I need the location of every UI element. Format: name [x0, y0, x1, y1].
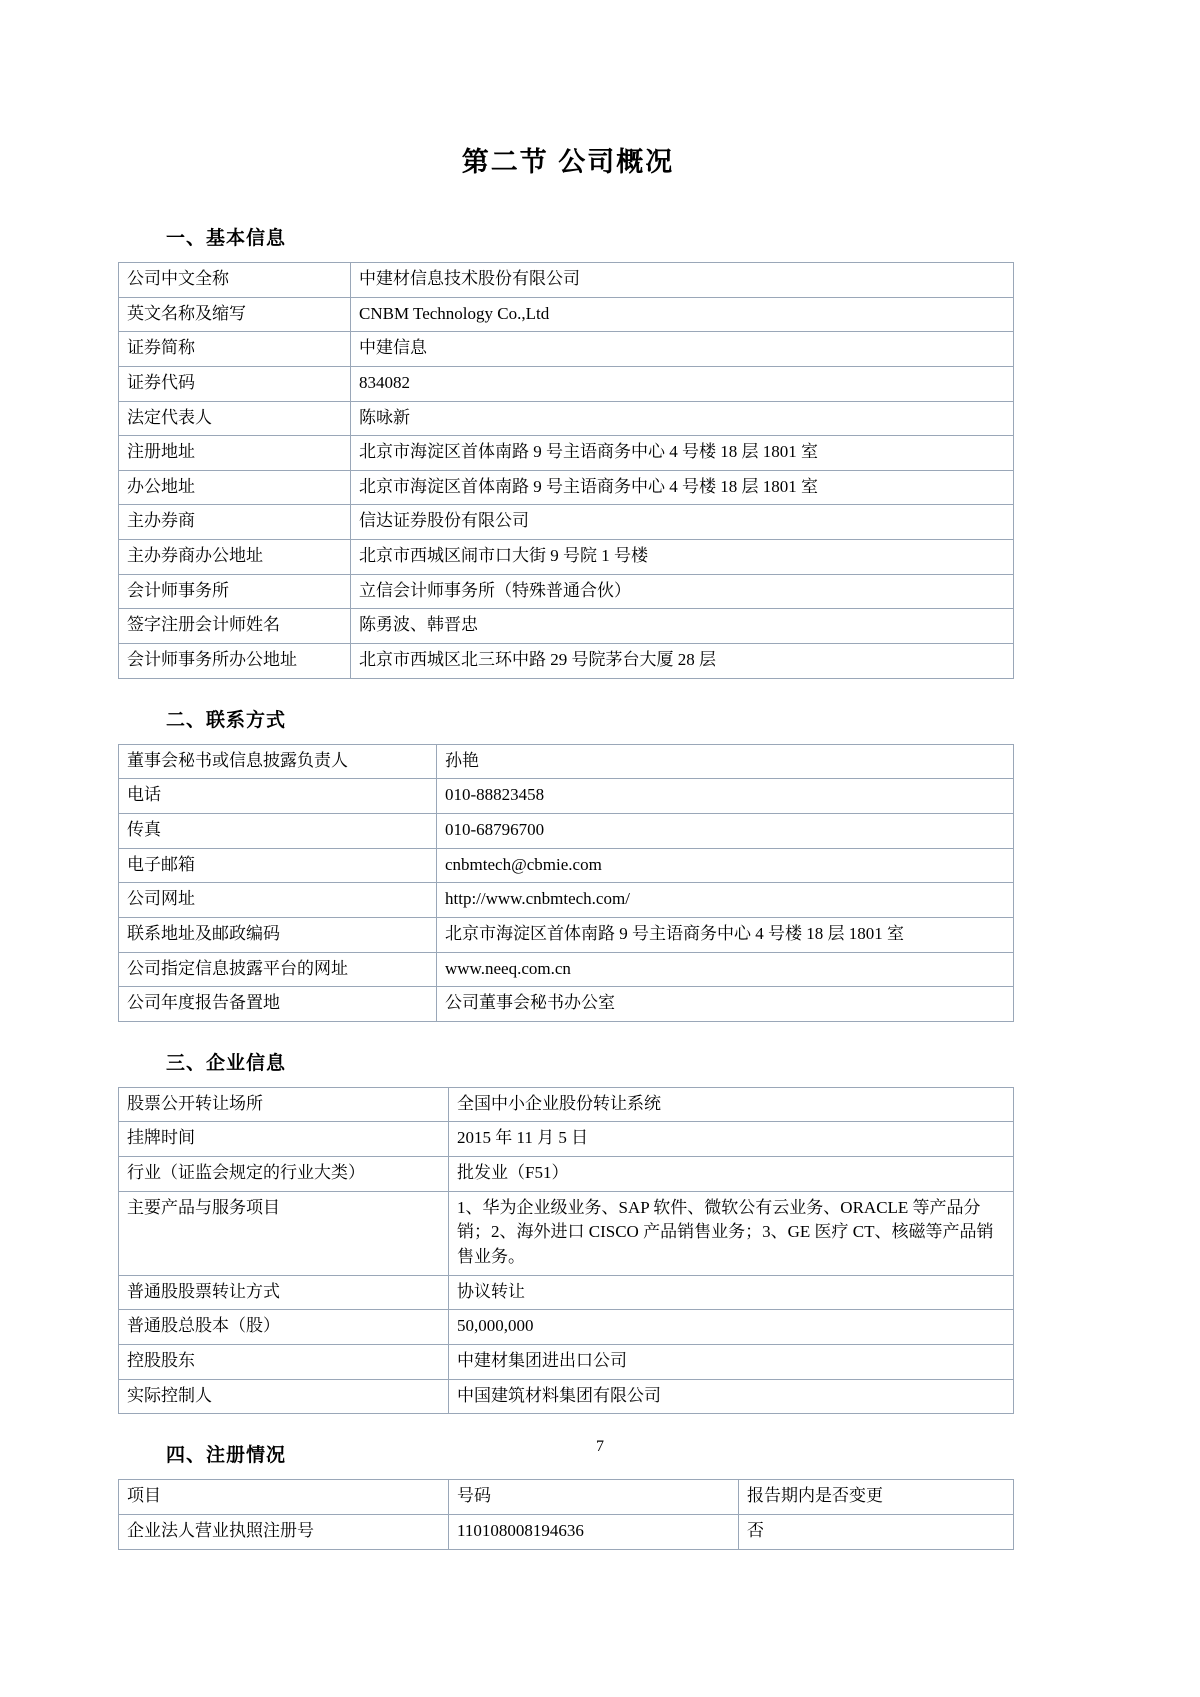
- row-value: 批发业（F51）: [449, 1157, 1014, 1192]
- contact-info-table: [118, 744, 1014, 1022]
- page-content: [118, 0, 1018, 1550]
- row-label: 主要产品与服务项目: [119, 1191, 449, 1275]
- row-value: cnbmtech@cbmie.com: [437, 848, 1014, 883]
- row-label: 股票公开转让场所: [119, 1087, 449, 1122]
- row-value: 全国中小企业股份转让系统: [449, 1087, 1014, 1122]
- row-value: 北京市海淀区首体南路 9 号主语商务中心 4 号楼 18 层 1801 室: [437, 917, 1014, 952]
- row-value: CNBM Technology Co.,Ltd: [351, 297, 1014, 332]
- cell-item: 企业法人营业执照注册号: [119, 1514, 449, 1549]
- page-number: 7: [596, 1438, 604, 1455]
- row-label: 注册地址: [119, 436, 351, 471]
- row-value: 2015 年 11 月 5 日: [449, 1122, 1014, 1157]
- table-row: [119, 1310, 1014, 1345]
- row-value: 协议转让: [449, 1275, 1014, 1310]
- table-row: [119, 1344, 1014, 1379]
- column-header-number: 号码: [449, 1480, 739, 1515]
- table-row: [119, 952, 1014, 987]
- row-label: 证券简称: [119, 332, 351, 367]
- row-label: 行业（证监会规定的行业大类）: [119, 1157, 449, 1192]
- row-value: 中建材集团进出口公司: [449, 1344, 1014, 1379]
- cell-changed: 否: [739, 1514, 1014, 1549]
- row-value: 陈咏新: [351, 401, 1014, 436]
- row-label: 传真: [119, 813, 437, 848]
- table-row: [119, 574, 1014, 609]
- table-row: [119, 987, 1014, 1022]
- row-label: 主办券商办公地址: [119, 540, 351, 575]
- table-row: [119, 1275, 1014, 1310]
- table-row: [119, 1514, 1014, 1549]
- row-value: 834082: [351, 366, 1014, 401]
- row-label: 电话: [119, 779, 437, 814]
- row-value: 立信会计师事务所（特殊普通合伙）: [351, 574, 1014, 609]
- table-row: [119, 540, 1014, 575]
- row-label: 公司指定信息披露平台的网址: [119, 952, 437, 987]
- table-row: [119, 297, 1014, 332]
- table-row: [119, 366, 1014, 401]
- page-title: 第二节 公司概况: [461, 147, 675, 177]
- row-value: 中建材信息技术股份有限公司: [351, 263, 1014, 298]
- table-row: [119, 779, 1014, 814]
- table-row: [119, 744, 1014, 779]
- row-value: 中建信息: [351, 332, 1014, 367]
- row-label: 公司中文全称: [119, 263, 351, 298]
- row-value: 北京市西城区闹市口大街 9 号院 1 号楼: [351, 540, 1014, 575]
- column-header-item: 项目: [119, 1480, 449, 1515]
- row-value: 公司董事会秘书办公室: [437, 987, 1014, 1022]
- row-label: 主办券商: [119, 505, 351, 540]
- row-label: 会计师事务所: [119, 574, 351, 609]
- row-label: 办公地址: [119, 470, 351, 505]
- row-label: 实际控制人: [119, 1379, 449, 1414]
- registration-info-table: [118, 1479, 1014, 1549]
- table-row: [119, 883, 1014, 918]
- cell-number: 110108008194636: [449, 1514, 739, 1549]
- table-row: [119, 644, 1014, 679]
- row-label: 电子邮箱: [119, 848, 437, 883]
- table-row: [119, 848, 1014, 883]
- section-heading-basic-info: 一、基本信息: [166, 228, 287, 249]
- table-row: [119, 1157, 1014, 1192]
- table-row: [119, 813, 1014, 848]
- table-header-row: [119, 1480, 1014, 1515]
- row-value: 陈勇波、韩晋忠: [351, 609, 1014, 644]
- basic-info-table: [118, 262, 1014, 679]
- section-heading-enterprise-info: 三、企业信息: [166, 1052, 287, 1074]
- row-label: 普通股股票转让方式: [119, 1275, 449, 1310]
- row-label: 证券代码: [119, 366, 351, 401]
- row-value: 孙艳: [437, 744, 1014, 779]
- row-label: 法定代表人: [119, 401, 351, 436]
- row-label: 英文名称及缩写: [119, 297, 351, 332]
- row-value: 北京市海淀区首体南路 9 号主语商务中心 4 号楼 18 层 1801 室: [351, 436, 1014, 471]
- table-row: [119, 1122, 1014, 1157]
- row-value: 1、华为企业级业务、SAP 软件、微软公有云业务、ORACLE 等产品分销；2、海外进口 CISCO 产品销售业务；3、GE 医疗 CT、核磁等产品销售业务。: [449, 1191, 1014, 1275]
- row-label: 联系地址及邮政编码: [119, 917, 437, 952]
- row-label: 控股股东: [119, 1344, 449, 1379]
- table-row: [119, 263, 1014, 298]
- row-value: www.neeq.com.cn: [437, 952, 1014, 987]
- row-label: 董事会秘书或信息披露负责人: [119, 744, 437, 779]
- row-value: 50,000,000: [449, 1310, 1014, 1345]
- row-label: 公司网址: [119, 883, 437, 918]
- table-row: [119, 1087, 1014, 1122]
- table-row: [119, 917, 1014, 952]
- row-label: 普通股总股本（股）: [119, 1310, 449, 1345]
- table-row: [119, 505, 1014, 540]
- table-row: [119, 436, 1014, 471]
- row-value: 北京市西城区北三环中路 29 号院茅台大厦 28 层: [351, 644, 1014, 679]
- row-value: 信达证券股份有限公司: [351, 505, 1014, 540]
- row-value: 010-88823458: [437, 779, 1014, 814]
- row-value: 010-68796700: [437, 813, 1014, 848]
- section-heading-registration-info: 四、注册情况: [166, 1445, 287, 1467]
- column-header-changed: 报告期内是否变更: [739, 1480, 1014, 1515]
- enterprise-info-table: [118, 1087, 1014, 1414]
- row-label: 挂牌时间: [119, 1122, 449, 1157]
- table-row: [119, 609, 1014, 644]
- table-row: [119, 332, 1014, 367]
- table-row: [119, 1191, 1014, 1275]
- table-row: [119, 1379, 1014, 1414]
- table-row: [119, 401, 1014, 436]
- section-heading-contact-info: 二、联系方式: [166, 709, 287, 731]
- row-label: 会计师事务所办公地址: [119, 644, 351, 679]
- row-label: 公司年度报告备置地: [119, 987, 437, 1022]
- row-value: 北京市海淀区首体南路 9 号主语商务中心 4 号楼 18 层 1801 室: [351, 470, 1014, 505]
- row-label: 签字注册会计师姓名: [119, 609, 351, 644]
- row-value: http://www.cnbmtech.com/: [437, 883, 1014, 918]
- table-row: [119, 470, 1014, 505]
- row-value: 中国建筑材料集团有限公司: [449, 1379, 1014, 1414]
